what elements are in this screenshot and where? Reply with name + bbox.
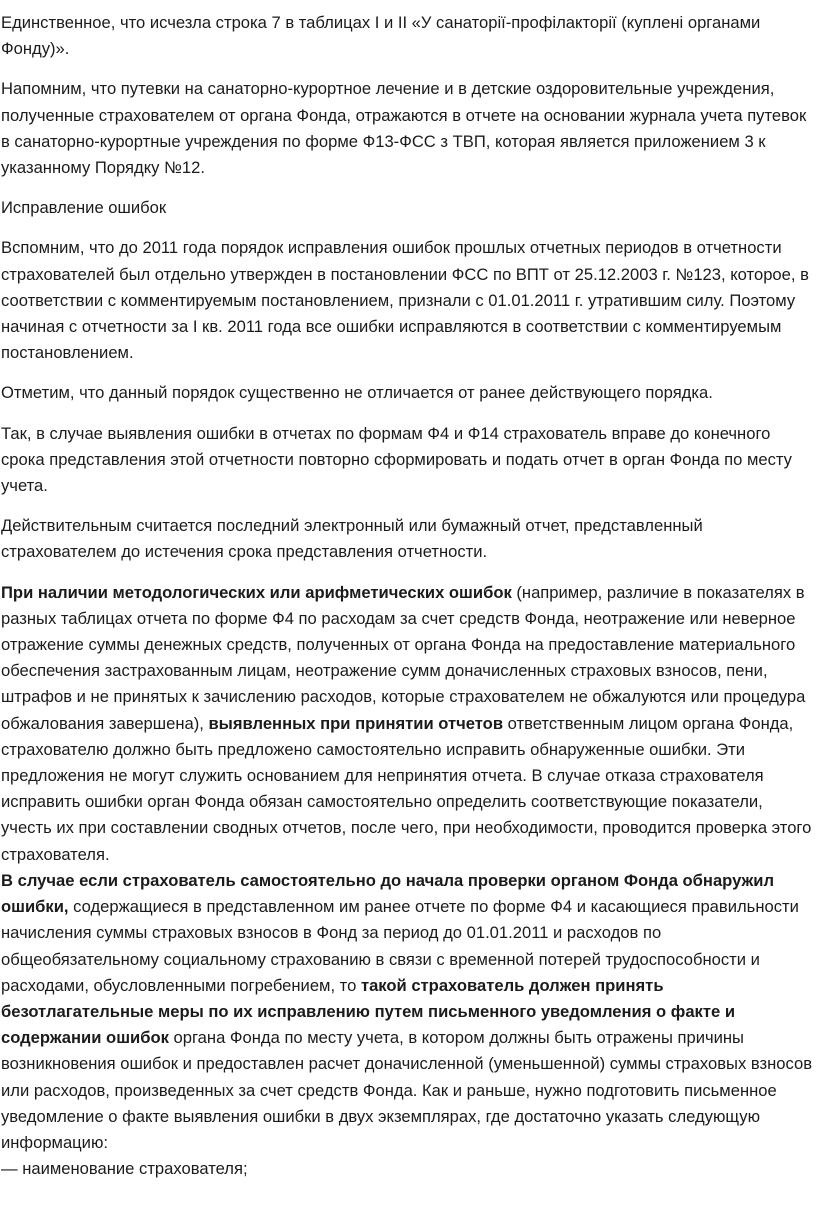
paragraph-vouchers: Напомним, что путевки на санаторно-курортное лечение и в детские оздоровительные учреждения, полученные страхователем от органа Фонда, отражаются в отчете на основании журнала учета путевок в санаторно-курортные учреждения по форме Ф13-ФСС з ТВП, которая является приложением 3 к указанному Порядку №12. [1, 79, 807, 178]
bold-text: В случае если страхователь самостоятельно до начала проверки органом Фонда обнаружил ошибки, [1, 870, 775, 917]
section-heading-error-correction: Исправление ошибок [1, 198, 167, 218]
bold-text: такой страхователь должен принять безотлагательные меры по их исправлению путем письменного уведомления о факте и содержании ошибок [1, 975, 736, 1048]
body-text: органа Фонда по месту учета, в котором должны быть отражены причины возникновения ошибок и предоставлен расчет доначисленной (уменьшенной) суммы страховых взносов или расходов, произведенных за счет средств Фонда. Как и раньше, нужно подготовить письменное уведомление о факте выявления ошибки в двух экземплярах, где достаточно указать следующую информацию: [1, 1028, 813, 1152]
paragraph-methodological-errors [1, 580, 814, 868]
body-text: ответственным лицом органа Фонда, страхователю должно быть предложено самостоятельно исправить обнаруженные ошибки. Эти предложения не могут служить основанием для непринятия отчета. В случае отказа страхователя исправить ошибки орган Фонда обязан самостоятельно определить соответствующие показатели, учесть их при составлении сводных отчетов, после чего, при необходимости, проводится проверка этого страхователя. [1, 713, 812, 864]
paragraph-valid-report: Действительным считается последний электронный или бумажный отчет, представленный страхователем до истечения срока представления отчетности. [1, 516, 703, 562]
paragraph-resubmission: Так, в случае выявления ошибки в отчетах по формам Ф4 и Ф14 страхователь вправе до конечного срока представления этой отчетности повторно сформировать и подать отчет в орган Фонда по месту учета. [1, 423, 792, 496]
paragraph-self-detected-errors [1, 868, 814, 1156]
body-text: содержащиеся в представленном им ранее отчете по форме Ф4 и касающиеся правильности начисления суммы страховых взносов в Фонд за период до 01.01.2011 и расходов по общеобязательному социальному страхованию в связи с временной потерей трудоспособности и расходами, обусловленными погребением, то [1, 897, 799, 995]
paragraph-line-7-removed: Единственное, что исчезла строка 7 в таблицах І и ІІ «У санаторії-профілакторії (куплені органами Фонду)». [1, 13, 761, 59]
paragraph-procedure-note: Отметим, что данный порядок существенно не отличается от ранее действующего порядка. [1, 383, 713, 403]
paragraph-history: Вспомним, что до 2011 года порядок исправления ошибок прошлых отчетных периодов в отчетности страхователей был отдельно утвержден в постановлении ФСС по ВПТ от 25.12.2003 г. №123, которое, в соответствии с комментируемым постановлением, признали с 01.01.2011 г. утратившим силу. Поэтому начиная с отчетности за I кв. 2011 года все ошибки исправляются в соответствии с комментируемым постановлением. [1, 238, 809, 363]
bold-text: выявленных при принятии отчетов [208, 713, 504, 733]
body-text: (например, различие в показателях в разных таблицах отчета по форме Ф4 по расходам за счет средств Фонда, неотражение или неверное отражение суммы денежных средств, полученных от органа Фонда на предоставление материального обеспечения застрахованным лицам, неотражение сумм доначисленных страховых взносов, пени, штрафов и не принятых к зачислению расходов, которые страхователем не обжалуются или процедура обжалования завершена), [1, 582, 806, 733]
list-item: — наименование страхователя; [1, 1159, 248, 1179]
bold-text: При наличии методологических или арифметических ошибок [1, 582, 512, 602]
